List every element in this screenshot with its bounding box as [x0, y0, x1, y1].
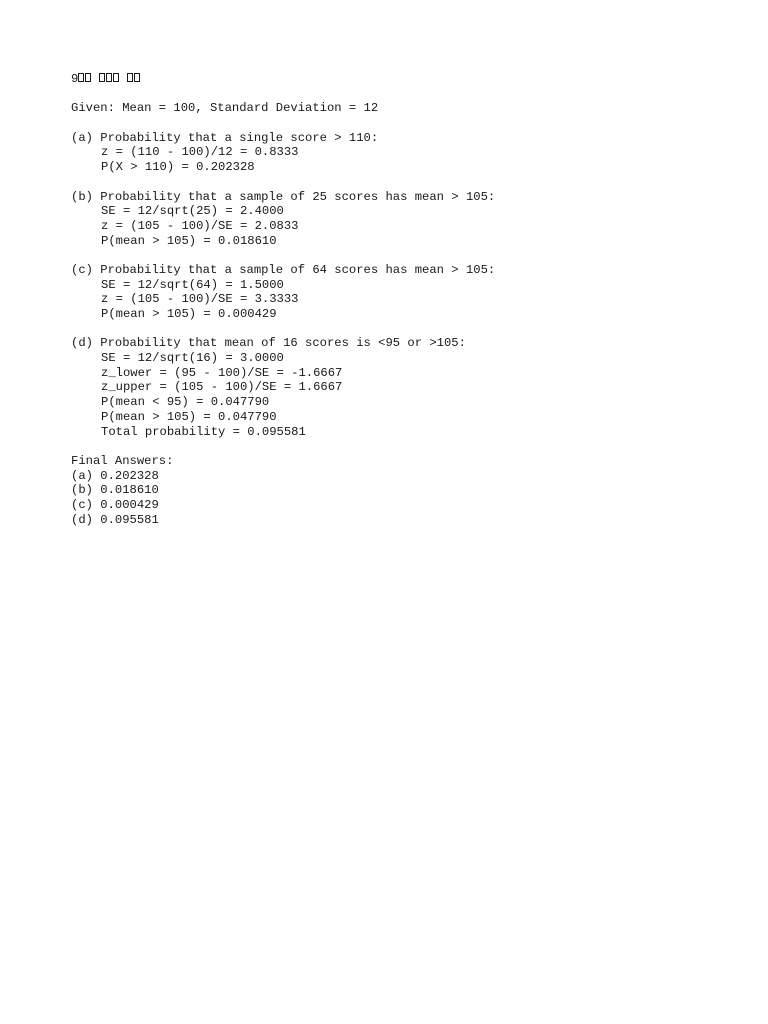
part-b-question: (b) Probability that a sample of 25 scores has mean > 105: [71, 189, 496, 204]
part-c-step: SE = 12/sqrt(64) = 1.5000 [101, 277, 284, 292]
final-answers [71, 454, 751, 527]
part-c [71, 263, 751, 322]
part-a-step: z = (110 - 100)/12 = 0.8333 [101, 145, 299, 160]
part-b-step: P(mean > 105) = 0.018610 [101, 233, 277, 248]
part-a [71, 131, 751, 175]
part-b [71, 190, 751, 249]
problem-number: 9 [71, 72, 79, 86]
part-c-step: z = (105 - 100)/SE = 3.3333 [101, 292, 299, 307]
part-c-step: P(mean > 105) = 0.000429 [101, 307, 277, 321]
part-d-question: (d) Probability that mean of 16 scores is <95 or >105: [71, 336, 466, 351]
part-d-step: z_lower = (95 - 100)/SE = -1.6667 [101, 365, 343, 380]
solution-document [71, 72, 751, 527]
part-d [71, 336, 751, 439]
final-answers-title: Final Answers: [71, 453, 174, 468]
final-answer-item: (c) 0.000429 [71, 497, 159, 512]
part-a-step: P(X > 110) = 0.202328 [101, 160, 255, 175]
final-answer-item: (b) 0.018610 [71, 483, 159, 498]
missing-glyph-group-3 [127, 72, 141, 86]
part-d-step: Total probability = 0.095581 [101, 424, 306, 439]
final-answer-item: (d) 0.095581 [71, 512, 159, 527]
part-d-step: P(mean > 105) = 0.047790 [101, 409, 277, 424]
part-d-step: P(mean < 95) = 0.047790 [101, 395, 270, 410]
missing-glyph-group-1 [78, 72, 92, 86]
heading-line [71, 72, 751, 87]
part-a-question: (a) Probability that a single score > 110: [71, 130, 379, 145]
part-b-step: z = (105 - 100)/SE = 2.0833 [101, 218, 299, 233]
part-d-step: z_upper = (105 - 100)/SE = 1.6667 [101, 380, 343, 395]
part-d-step: SE = 12/sqrt(16) = 3.0000 [101, 351, 284, 366]
part-c-question: (c) Probability that a sample of 64 scores has mean > 105: [71, 262, 496, 277]
final-answer-item: (a) 0.202328 [71, 468, 159, 483]
part-b-step: SE = 12/sqrt(25) = 2.4000 [101, 204, 284, 219]
missing-glyph-group-2 [99, 72, 120, 86]
given-line: Given: Mean = 100, Standard Deviation = 12 [71, 101, 379, 116]
